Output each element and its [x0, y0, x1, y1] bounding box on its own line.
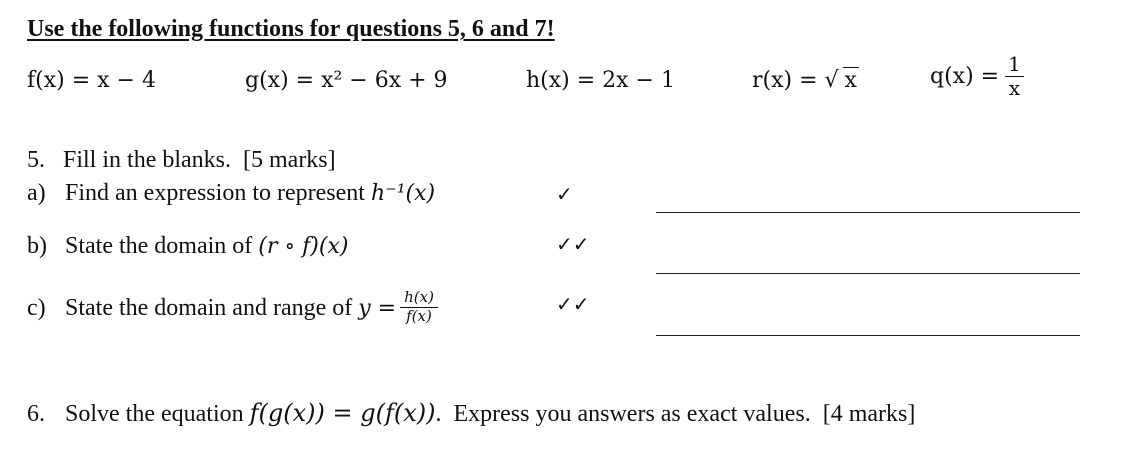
- question-5a: [27, 180, 435, 207]
- function-q-fraction: [1005, 54, 1024, 99]
- function-q-prefix: q(x) =: [930, 64, 1000, 89]
- question-5c-text: State the domain and range of: [65, 294, 359, 321]
- function-q: [930, 54, 1024, 99]
- question-5c-denominator: f(x): [406, 306, 432, 325]
- question-5b: [27, 233, 348, 260]
- question-6-text-before: Solve the equation: [65, 401, 250, 427]
- function-r-radicand: x: [844, 68, 857, 93]
- function-r-prefix: r(x) = √: [752, 68, 839, 93]
- question-5b-math: (r ∘ f)(x): [258, 234, 349, 259]
- function-f-text: f(x) = x − 4: [27, 68, 156, 93]
- question-5c-ticks: ✓✓: [556, 292, 590, 316]
- function-r: [752, 68, 859, 93]
- question-5-title-text: 5. Fill in the blanks. [5 marks]: [27, 147, 336, 173]
- question-5c: [27, 288, 438, 327]
- function-g: [245, 68, 448, 93]
- question-6-text-after: . Express you answers as exact values. [4 marks]: [435, 401, 916, 427]
- function-h-text: h(x) = 2x − 1: [526, 68, 675, 93]
- question-5a-ticks: ✓: [556, 182, 573, 206]
- question-5a-math: h⁻¹(x): [370, 181, 436, 206]
- function-f: [27, 68, 156, 93]
- question-5b-text: State the domain of: [65, 233, 259, 259]
- function-g-text: g(x) = x² − 6x + 9: [245, 68, 448, 93]
- question-5c-label: c): [27, 294, 46, 321]
- question-6-number: 6.: [27, 401, 45, 427]
- question-5c-answer-blank[interactable]: [656, 335, 1080, 336]
- function-q-denominator: x: [1008, 76, 1021, 100]
- question-5a-answer-blank[interactable]: [656, 212, 1080, 213]
- function-h: [526, 68, 675, 93]
- question-5c-numerator: h(x): [400, 290, 438, 308]
- question-6: [27, 399, 915, 428]
- question-5b-ticks: ✓✓: [556, 232, 590, 256]
- question-5c-fraction: [400, 290, 438, 325]
- question-5b-label: b): [27, 233, 47, 259]
- question-5b-answer-blank[interactable]: [656, 273, 1080, 274]
- question-5a-text: Find an expression to represent: [65, 180, 371, 206]
- question-5a-label: a): [27, 180, 46, 206]
- question-6-equation: f(g(x)) = g(f(x)): [249, 399, 436, 427]
- question-5c-math: y =: [358, 295, 397, 321]
- instructions-heading: Use the following functions for questions 5, 6 and 7!: [27, 16, 555, 42]
- question-5-title: [27, 147, 336, 174]
- function-q-numerator: 1: [1005, 54, 1024, 77]
